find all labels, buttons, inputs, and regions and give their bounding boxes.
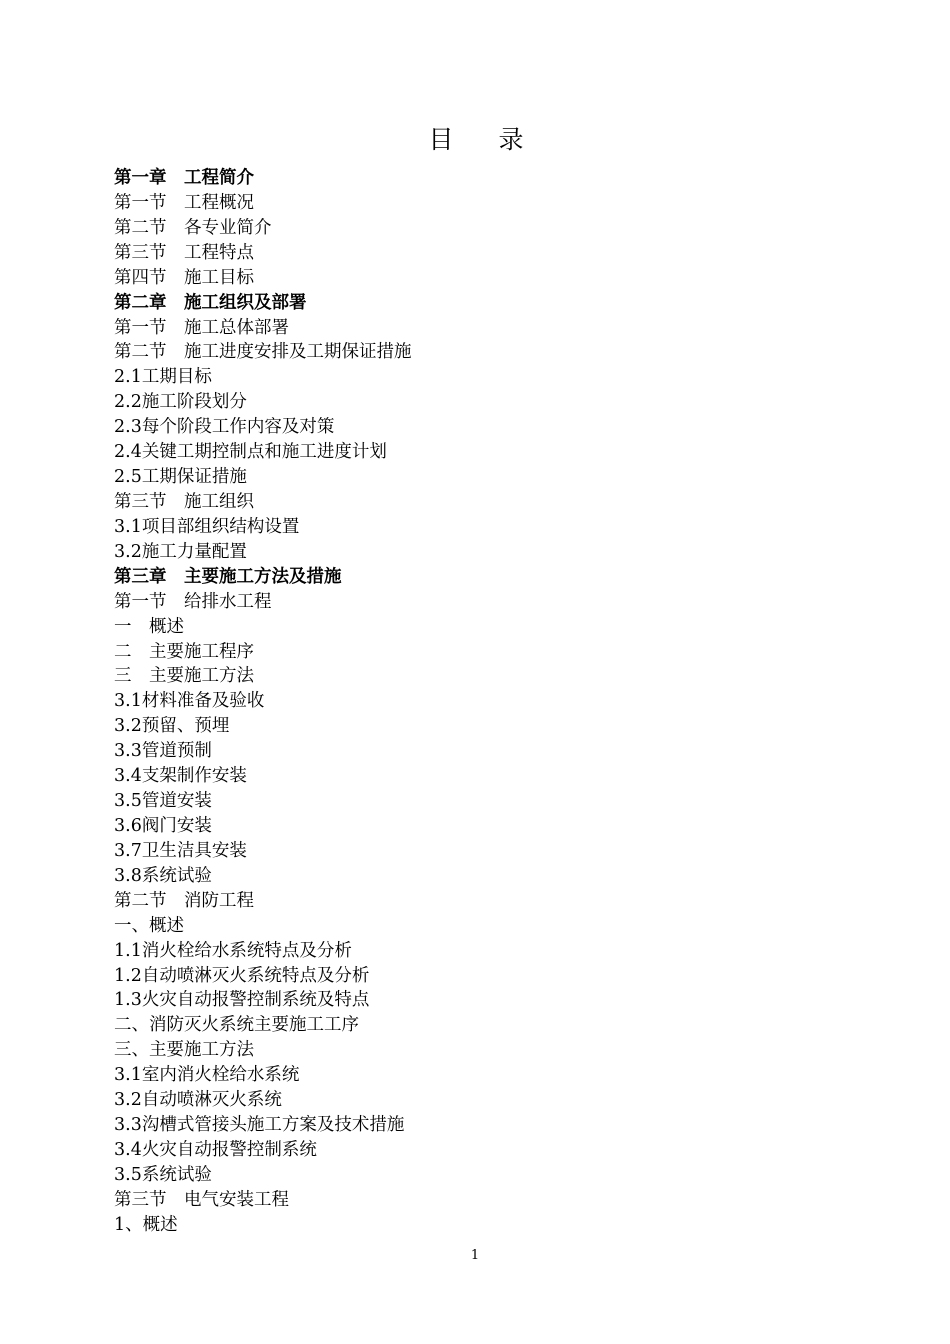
toc-item: 3.1项目部组织结构设置 [114,516,300,537]
page-title: 目录 [428,125,569,154]
toc-section: 第二节 施工进度安排及工期保证措施 [114,342,412,363]
toc-item: 3.2自动喷淋灭火系统 [114,1090,282,1111]
toc-section: 第一节 给排水工程 [114,591,272,612]
toc-section: 第一节 工程概况 [114,192,254,213]
toc-item: 三 主要施工方法 [114,666,254,687]
toc-item: 二 主要施工程序 [114,641,254,662]
toc-section: 第二节 各专业简介 [114,217,272,238]
toc-item: 3.2施工力量配置 [114,541,247,562]
toc-item: 1.3火灾自动报警控制系统及特点 [114,990,370,1011]
toc-section: 第一节 施工总体部署 [114,317,289,338]
toc-item: 1.2自动喷淋灭火系统特点及分析 [114,965,370,986]
toc-section: 第三节 电气安装工程 [114,1189,289,1210]
toc-item: 一、概述 [114,915,184,936]
toc-item: 3.6阀门安装 [114,815,212,836]
toc-item: 3.5系统试验 [114,1164,212,1185]
toc-item: 1、概述 [114,1214,178,1235]
toc-chapter: 第三章 主要施工方法及措施 [114,566,342,587]
toc-item: 3.3管道预制 [114,741,212,762]
toc-chapter: 第二章 施工组织及部署 [114,292,307,313]
toc-section: 第二节 消防工程 [114,890,254,911]
toc-section: 第三节 工程特点 [114,242,254,263]
page-number: 1 [470,1248,480,1263]
toc-item: 三、主要施工方法 [114,1040,254,1061]
toc-item: 3.1材料准备及验收 [114,691,265,712]
toc-item: 3.5管道安装 [114,791,212,812]
toc-item: 3.8系统试验 [114,865,212,886]
toc-item: 3.4火灾自动报警控制系统 [114,1139,317,1160]
toc-item: 3.4支架制作安装 [114,766,247,787]
table-of-contents [114,166,874,1238]
toc-item: 2.4关键工期控制点和施工进度计划 [114,442,387,463]
toc-item: 二、消防灭火系统主要施工工序 [114,1015,359,1036]
toc-item: 一 概述 [114,616,184,637]
toc-chapter: 第一章 工程简介 [114,168,254,188]
toc-section: 第四节 施工目标 [114,267,254,288]
toc-item: 2.2施工阶段划分 [114,392,247,413]
toc-item: 2.3每个阶段工作内容及对策 [114,417,335,438]
toc-item: 3.7卫生洁具安装 [114,840,247,861]
toc-item: 2.5工期保证措施 [114,467,247,488]
toc-item: 3.3沟槽式管接头施工方案及技术措施 [114,1115,405,1136]
toc-section: 第三节 施工组织 [114,491,254,512]
toc-item: 2.1工期目标 [114,367,212,388]
toc-item: 1.1消火栓给水系统特点及分析 [114,940,352,961]
toc-item: 3.2预留、预埋 [114,716,230,737]
toc-item: 3.1室内消火栓给水系统 [114,1065,300,1086]
